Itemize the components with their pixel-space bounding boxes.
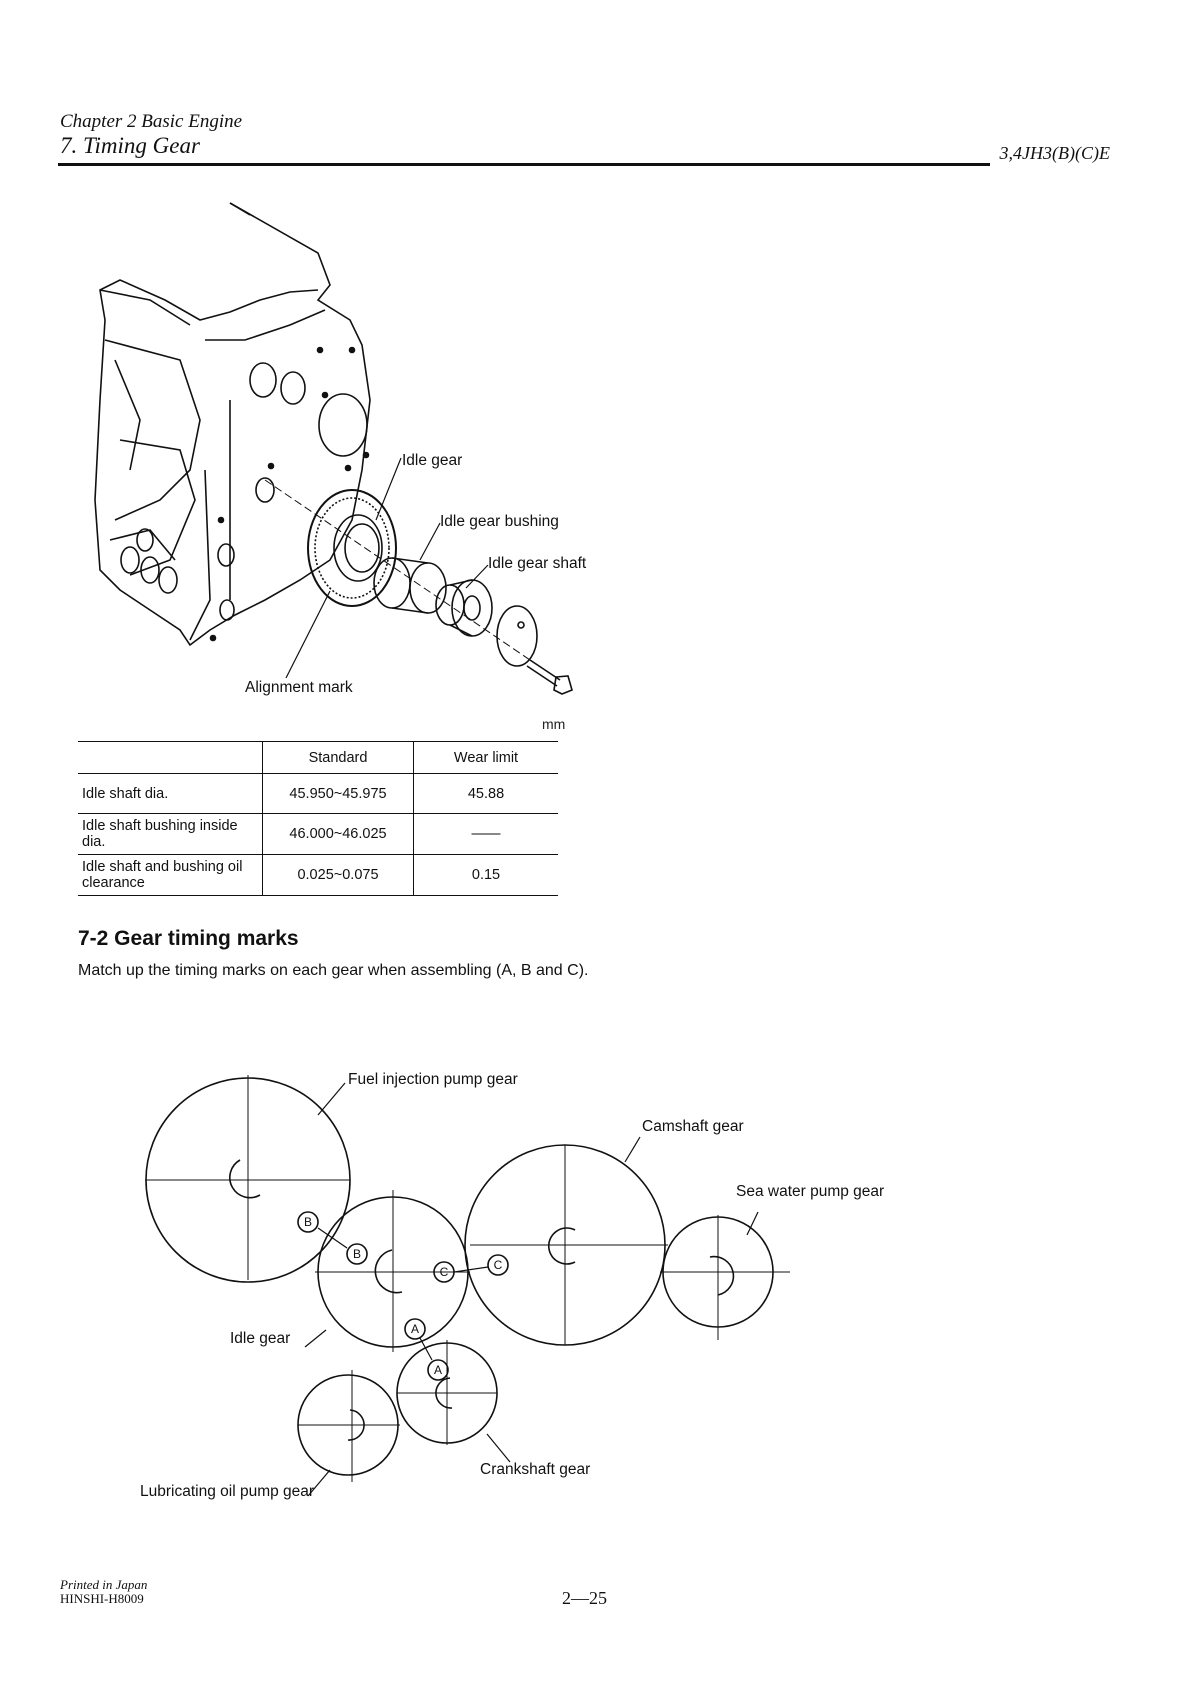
- label-lubricating-oil-pump-gear: Lubricating oil pump gear: [140, 1483, 315, 1500]
- label-alignment-mark: Alignment mark: [245, 679, 353, 696]
- table-header-wear-limit: Wear limit: [414, 742, 559, 774]
- mark-a-1: A: [410, 1322, 420, 1336]
- table-cell-standard: 46.000~46.025: [263, 814, 414, 855]
- table-header-standard: Standard: [263, 742, 414, 774]
- footer-printed: Printed in Japan: [60, 1577, 148, 1592]
- model-code: 3,4JH3(B)(C)E: [999, 143, 1110, 163]
- subsection-title: 7-2 Gear timing marks: [78, 927, 299, 950]
- table-cell-limit: 45.88: [414, 774, 559, 814]
- table-unit: mm: [542, 716, 566, 732]
- chapter-title: Chapter 2 Basic Engine: [60, 111, 243, 132]
- page-number: 2—25: [562, 1588, 607, 1608]
- footer-code: HINSHI-H8009: [60, 1591, 144, 1606]
- label-crankshaft-gear: Crankshaft gear: [480, 1461, 591, 1478]
- label-idle-gear-train: Idle gear: [230, 1330, 291, 1347]
- table-cell-limit: 0.15: [414, 855, 559, 896]
- footer-left: [60, 1578, 147, 1606]
- mark-c-2: C: [493, 1258, 503, 1272]
- table-cell-standard: 0.025~0.075: [263, 855, 414, 896]
- label-idle-gear-shaft: Idle gear shaft: [488, 555, 587, 572]
- label-fuel-injection-pump-gear: Fuel injection pump gear: [348, 1071, 518, 1088]
- table-cell-item: Idle shaft bushing inside dia.: [78, 814, 263, 855]
- label-camshaft-gear: Camshaft gear: [642, 1118, 744, 1135]
- section-title: 7. Timing Gear: [60, 133, 200, 158]
- table-cell-item: Idle shaft and bushing oil clearance: [78, 855, 263, 896]
- table-cell-standard: 45.950~45.975: [263, 774, 414, 814]
- mark-a-2: A: [433, 1363, 443, 1377]
- label-sea-water-pump-gear: Sea water pump gear: [736, 1183, 885, 1200]
- label-idle-gear-bushing: Idle gear bushing: [440, 513, 559, 530]
- mark-c-1: C: [439, 1265, 449, 1279]
- mark-b-2: B: [352, 1247, 362, 1261]
- mark-b-1: B: [303, 1215, 313, 1229]
- subsection-text: Match up the timing marks on each gear when assembling (A, B and C).: [78, 962, 589, 979]
- table-cell-item: Idle shaft dia.: [78, 774, 263, 814]
- table-cell-limit: ——: [414, 814, 559, 855]
- label-idle-gear: Idle gear: [402, 452, 463, 469]
